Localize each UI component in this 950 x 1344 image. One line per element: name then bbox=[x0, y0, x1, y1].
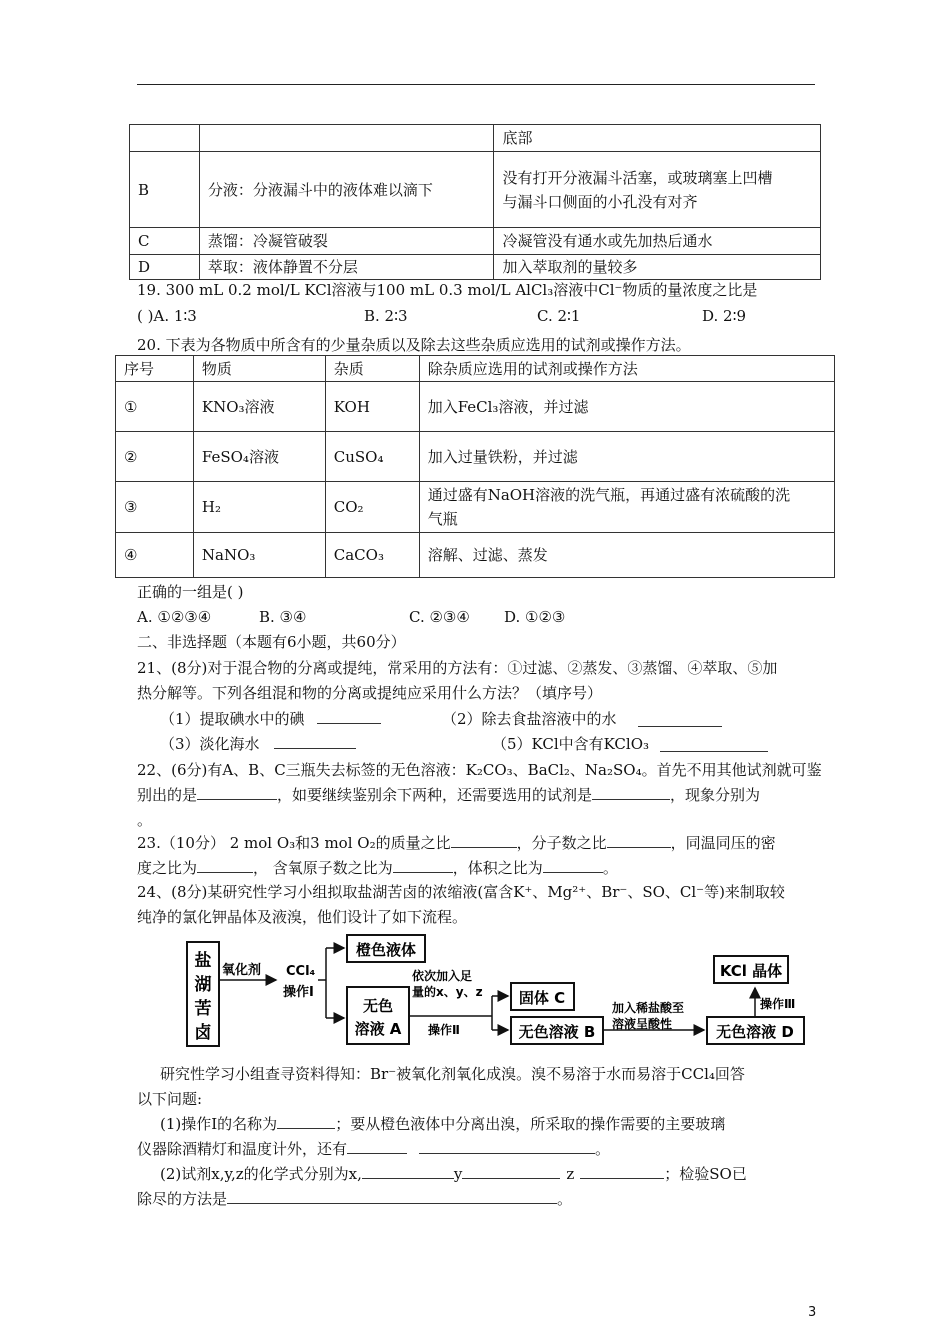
header-rule bbox=[137, 84, 815, 85]
q24-stem-2: 纯净的氯化钾晶体及液溴，他们设计了如下流程。 bbox=[137, 908, 468, 926]
source-char-2: 湖 bbox=[194, 975, 212, 995]
q22-text: 别出的是 bbox=[137, 786, 198, 804]
q20-stem: 20. 下表为各物质中所含有的少量杂质以及除去这些杂质应选用的试剂或操作方法。 bbox=[137, 336, 691, 354]
q24-sub2-line1 bbox=[160, 1164, 747, 1184]
table-row bbox=[130, 255, 821, 280]
cell: 底部 bbox=[494, 125, 821, 152]
answer-blank[interactable] bbox=[607, 833, 671, 848]
q21-item-5: （5）KCl中含有KClO₃ bbox=[492, 735, 650, 753]
answer-blank[interactable] bbox=[197, 858, 253, 873]
cell: 冷凝管没有通水或先加热后通水 bbox=[494, 228, 821, 255]
ccl4-label: CCl₄ bbox=[286, 964, 316, 979]
op2-label: 操作Ⅱ bbox=[428, 1023, 460, 1037]
q24-sub1-line1 bbox=[160, 1114, 725, 1134]
answer-blank[interactable] bbox=[347, 1139, 407, 1154]
q23-stem-1 bbox=[137, 833, 776, 853]
q23-stem-2 bbox=[137, 858, 618, 878]
header-cell: 除杂质应选用的试剂或操作方法 bbox=[419, 356, 834, 382]
answer-blank[interactable] bbox=[197, 785, 277, 800]
acid-label-1: 加入稀盐酸至 bbox=[612, 1001, 685, 1015]
add-label-2: 量的x、y、z bbox=[412, 985, 483, 999]
q22-stem-1: 22、(6分)有A、B、C三瓶失去标签的无色溶液：K₂CO₃、BaCl₂、Na₂SO₄。首先不用其他试剂就可鉴 bbox=[137, 761, 822, 779]
q24-sub2-line2 bbox=[137, 1189, 572, 1209]
solid-c-box: 固体 C bbox=[518, 989, 566, 1007]
cell: H₂ bbox=[193, 482, 325, 533]
header-cell: 杂质 bbox=[325, 356, 419, 382]
q21-stem-1: 21、(8分)对于混合物的分离或提纯，常采用的方法有：①过滤、②蒸发、③蒸馏、④萃取、⑤加 bbox=[137, 659, 778, 677]
q20-options bbox=[137, 607, 566, 627]
impurity-table bbox=[115, 355, 835, 578]
header-cell: 序号 bbox=[116, 356, 194, 382]
q24-text: 。 bbox=[595, 1140, 611, 1158]
cell: B bbox=[130, 152, 200, 228]
table-row bbox=[116, 482, 835, 533]
answer-blank[interactable] bbox=[317, 709, 381, 724]
answer-blank[interactable] bbox=[274, 734, 356, 749]
answer-blank[interactable] bbox=[227, 1189, 557, 1204]
table-row bbox=[130, 228, 821, 255]
q24-text: 仪器除酒精灯和温度计外，还有 bbox=[137, 1140, 348, 1158]
colorless-b-box: 无色溶液 B bbox=[518, 1023, 596, 1041]
q22-text: ，现象分别为 bbox=[670, 786, 761, 804]
option-a: A. 1∶3 bbox=[153, 307, 197, 325]
oxidant-label: 氧化剂 bbox=[222, 963, 262, 978]
cell: 溶解、过滤、蒸发 bbox=[419, 533, 834, 578]
cell: FeSO₄溶液 bbox=[193, 432, 325, 482]
colorless-d-box: 无色溶液 D bbox=[716, 1023, 794, 1041]
answer-blank[interactable] bbox=[277, 1114, 335, 1129]
q21-item-3: （3）淡化海水 bbox=[160, 735, 260, 753]
q24-text: 除尽的方法是 bbox=[137, 1190, 228, 1208]
option-c: C. 2∶1 bbox=[537, 307, 581, 325]
q23-text: 23.（10分） 2 mol O₃和3 mol O₂的质量之比 bbox=[137, 834, 451, 852]
option-a: A. ①②③④ bbox=[137, 608, 212, 626]
q23-text: ，分子数之比 bbox=[516, 834, 607, 852]
answer-blank[interactable] bbox=[580, 1164, 664, 1179]
cell: NaNO₃ bbox=[193, 533, 325, 578]
q19-options bbox=[137, 306, 747, 326]
q24-text: z bbox=[566, 1165, 575, 1183]
cell: 分液：分液漏斗中的液体难以滴下 bbox=[199, 152, 494, 228]
table-row bbox=[116, 382, 835, 432]
table-row bbox=[130, 125, 821, 152]
q21-item-2: （2）除去食盐溶液中的水 bbox=[442, 710, 617, 728]
cell bbox=[199, 125, 494, 152]
q24-text: ；要从橙色液体中分离出溴，所采取的操作需要的主要玻璃 bbox=[335, 1115, 726, 1133]
table-header-row bbox=[116, 356, 835, 382]
cell: 加入FeCl₃溶液，并过滤 bbox=[419, 382, 834, 432]
table-row bbox=[130, 152, 821, 228]
option-b: B. ③④ bbox=[259, 608, 307, 626]
colorless-a-line2: 溶液 A bbox=[354, 1020, 402, 1038]
op3-label: 操作Ⅲ bbox=[760, 997, 796, 1011]
cell: CO₂ bbox=[325, 482, 419, 533]
cell: CuSO₄ bbox=[325, 432, 419, 482]
q24-text: ；检验SO已 bbox=[664, 1165, 747, 1183]
q22-stem-3: 。 bbox=[137, 811, 153, 829]
header-cell: 物质 bbox=[193, 356, 325, 382]
cell bbox=[130, 125, 200, 152]
table-continued bbox=[129, 124, 821, 280]
answer-blank[interactable] bbox=[543, 858, 603, 873]
answer-blank[interactable] bbox=[660, 737, 768, 752]
cell: 萃取：液体静置不分层 bbox=[199, 255, 494, 280]
q21-stem-2: 热分解等。下列各组混和物的分离或提纯应采用什么方法？（填序号） bbox=[137, 684, 603, 702]
option-d: D. ①②③ bbox=[504, 608, 566, 626]
cell: ② bbox=[116, 432, 194, 482]
q22-text: ，如要继续鉴别余下两种，还需要选用的试剂是 bbox=[277, 786, 593, 804]
cell bbox=[419, 482, 834, 533]
q20-answer-prompt: 正确的一组是( ) bbox=[137, 583, 244, 601]
q24-text: y bbox=[453, 1165, 463, 1183]
cell: ④ bbox=[116, 533, 194, 578]
q24-info-1: 研究性学习小组查寻资料得知：Br⁻被氧化剂氧化成溴。溴不易溶于水而易溶于CCl₄回答 bbox=[160, 1065, 745, 1083]
q24-sub1-line2 bbox=[137, 1139, 610, 1159]
q22-stem-2 bbox=[137, 785, 760, 805]
cell: 加入过量铁粉，并过滤 bbox=[419, 432, 834, 482]
q23-text: 。 bbox=[602, 859, 618, 877]
q19-stem: 19. 300 mL 0.2 mol/L KCl溶液与100 mL 0.3 mol/L AlCl₃溶液中Cl⁻物质的量浓度之比是 bbox=[137, 281, 758, 299]
cell bbox=[494, 152, 821, 228]
cell: KNO₃溶液 bbox=[193, 382, 325, 432]
cell-line: 通过盛有NaOH溶液的洗气瓶，再通过盛有浓硫酸的洗 bbox=[427, 486, 791, 504]
cell: D bbox=[130, 255, 200, 280]
q24-text: (1)操作Ⅰ的名称为 bbox=[160, 1115, 278, 1133]
answer-paren: ( ) bbox=[137, 307, 154, 325]
q24-info-2: 以下问题: bbox=[137, 1090, 203, 1108]
option-d: D. 2∶9 bbox=[702, 307, 747, 325]
q24-text: 。 bbox=[557, 1190, 573, 1208]
option-b: B. 2∶3 bbox=[364, 307, 408, 325]
answer-blank[interactable] bbox=[451, 833, 517, 848]
option-c: C. ②③④ bbox=[409, 608, 470, 626]
section-title: 二、非选择题（本题有6小题，共60分） bbox=[137, 633, 406, 651]
flow-diagram bbox=[180, 930, 820, 1055]
add-label-1: 依次加入足 bbox=[412, 969, 473, 983]
orange-liquid-box: 橙色液体 bbox=[355, 941, 417, 959]
answer-blank[interactable] bbox=[638, 712, 722, 727]
cell: ① bbox=[116, 382, 194, 432]
kcl-crystal-box: KCl 晶体 bbox=[719, 962, 783, 980]
source-char-4: 卤 bbox=[194, 1023, 212, 1043]
q23-text: ，体积之比为 bbox=[452, 859, 543, 877]
answer-blank[interactable] bbox=[462, 1164, 560, 1179]
answer-blank[interactable] bbox=[419, 1139, 595, 1154]
source-char-1: 盐 bbox=[194, 951, 212, 971]
table-row bbox=[116, 432, 835, 482]
cell-line: 与漏斗口侧面的小孔没有对齐 bbox=[502, 192, 698, 211]
q21-row-1 bbox=[160, 709, 617, 729]
op1-label: 操作Ⅰ bbox=[283, 985, 314, 1000]
cell: ③ bbox=[116, 482, 194, 533]
table-row bbox=[116, 533, 835, 578]
q21-item-1: （1）提取碘水中的碘 bbox=[160, 710, 305, 728]
cell: 加入萃取剂的量较多 bbox=[494, 255, 821, 280]
q23-text: ， 含氧原子数之比为 bbox=[253, 859, 393, 877]
cell: C bbox=[130, 228, 200, 255]
q23-text: 度之比为 bbox=[137, 859, 198, 877]
cell: 蒸馏：冷凝管破裂 bbox=[199, 228, 494, 255]
q21-row-2 bbox=[160, 734, 650, 754]
q24-stem-1: 24、(8分)某研究性学习小组拟取盐湖苦卤的浓缩液(富含K⁺、Mg²⁺、Br⁻、SO、Cl⁻等)来制取较 bbox=[137, 883, 785, 901]
cell-line: 没有打开分液漏斗活塞，或玻璃塞上凹槽 bbox=[502, 168, 773, 187]
source-char-3: 苦 bbox=[194, 999, 212, 1019]
page-number: 3 bbox=[808, 1305, 817, 1320]
q24-text: (2)试剂x,y,z的化学式分别为x, bbox=[160, 1165, 362, 1183]
q23-text: ，同温同压的密 bbox=[670, 834, 776, 852]
acid-label-2: 溶液呈酸性 bbox=[612, 1017, 673, 1031]
answer-blank[interactable] bbox=[362, 1164, 454, 1179]
colorless-a-line1: 无色 bbox=[362, 997, 394, 1015]
answer-blank[interactable] bbox=[592, 785, 670, 800]
cell: KOH bbox=[325, 382, 419, 432]
cell: CaCO₃ bbox=[325, 533, 419, 578]
answer-blank[interactable] bbox=[393, 858, 453, 873]
cell-line: 气瓶 bbox=[427, 510, 458, 528]
